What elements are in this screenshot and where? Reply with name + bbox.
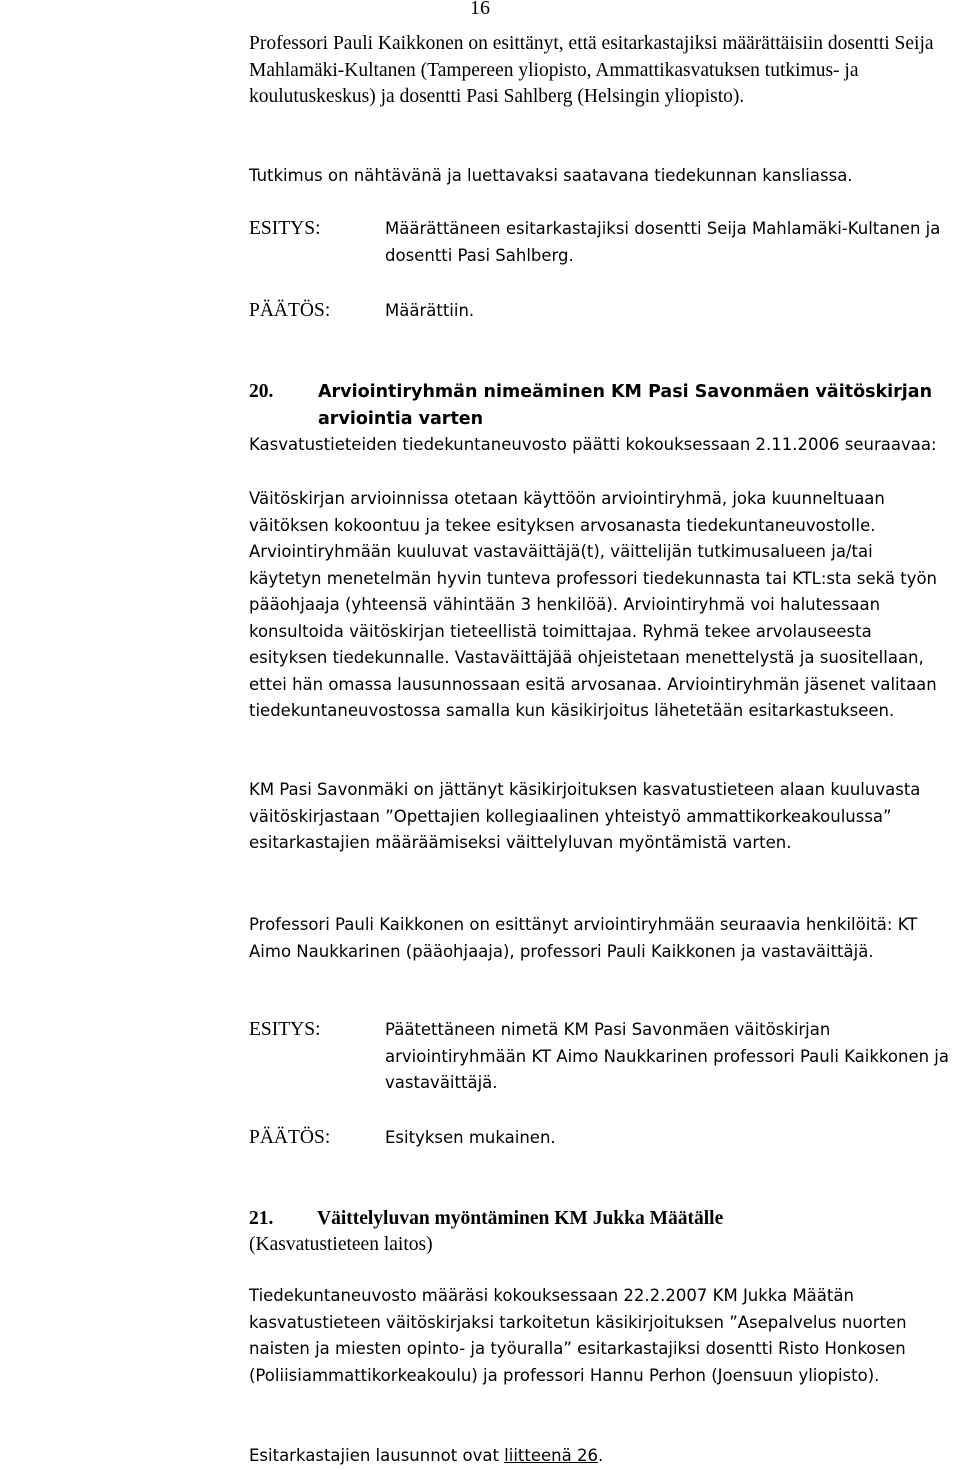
- esitys-text: Määrättäneen esitarkastajiksi dosentti Seija Mahlamäki-Kultanen ja dosentti Pasi Sahlberg.: [385, 219, 941, 265]
- paatos-text: Määrättiin.: [385, 301, 475, 320]
- section-title: Väittelyluvan myöntäminen KM Jukka Määtälle: [317, 1208, 724, 1229]
- paatos-label: PÄÄTÖS:: [249, 300, 331, 321]
- paragraph-tutkimus-nahtavana: Tutkimus on nähtävänä ja luettavaksi saatavana tiedekunnan kansliassa.: [249, 166, 853, 185]
- page-number: 16: [470, 0, 490, 19]
- section-title: Arviointiryhmän nimeäminen KM Pasi Savonmäen väitöskirjan arviointia varten: [318, 382, 933, 429]
- esitys-label: ESITYS:: [249, 218, 321, 239]
- liite-link[interactable]: liitteenä 26: [504, 1446, 598, 1465]
- paragraph-maata-esitarkastajat: Tiedekuntaneuvosto määräsi kokouksessaan 22.2.2007 KM Jukka Määtän kasvatustieteen väitöskirjaksi tarkoitetun käsikirjoituksen ”Asepalvelus nuorten naisten ja miesten opinto- ja työuralla” esitarkastajiksi dosentti Risto Honkosen (Poliisiammattikorkeakoulu) ja professori Hannu Perhon (Joensuun yliopisto).: [249, 1286, 907, 1385]
- lausunnot-suffix: .: [597, 1446, 604, 1465]
- paragraph-esitarkastajat: Professori Pauli Kaikkonen on esittänyt, että esitarkastajiksi määrättäisiin dosentti Seija Mahlamäki-Kultanen (Tampereen yliopisto, Ammattikasvatuksen tutkimus- ja koulutuskeskus) ja dosentti Pasi Sahlberg (Helsingin yliopisto).: [249, 33, 934, 107]
- section-subtitle: (Kasvatustieteen laitos): [249, 1234, 433, 1255]
- paatos-label: PÄÄTÖS:: [249, 1127, 331, 1148]
- paragraph-savonmaki: KM Pasi Savonmäki on jättänyt käsikirjoituksen kasvatustieteen alaan kuuluvasta väitöskirjastaan ”Opettajien kollegiaalinen yhteistyö ammattikorkeakoulussa” esitarkastajien määräämiseksi väittelyluvan myöntämistä varten.: [249, 780, 921, 852]
- lausunnot-text: Esitarkastajien lausunnot ovat: [249, 1446, 505, 1465]
- esitys-text: Päätettäneen nimetä KM Pasi Savonmäen väitöskirjan arviointiryhmään KT Aimo Naukkarinen professori Pauli Kaikkonen ja vastaväittäjä.: [385, 1020, 949, 1092]
- esitys-label: ESITYS:: [249, 1019, 321, 1040]
- paragraph-kaikkonen-esittanyt: Professori Pauli Kaikkonen on esittänyt arviointiryhmään seuraavia henkilöitä: KT Aimo Naukkarinen (pääohjaaja), professori Pauli Kaikkonen ja vastaväittäjä.: [249, 915, 918, 961]
- paragraph-arviointiryhma: Väitöskirjan arvioinnissa otetaan käyttöön arviointiryhmä, joka kuunneltuaan väitöksen kokoontuu ja tekee esityksen arvosanasta tiedekuntaneuvostolle. Arviointiryhmään kuuluvat vastaväittäjä(t), väittelijän tutkimusalueen ja/tai käytetyn menetelmän hyvin tunteva professori tiedekunnasta tai KTL:sta sekä työn pääohjaaja (yhteensä vähintään 3 henkilöä). Arviointiryhmä voi halutessaan konsultoida väitöskirjan tieteellistä toimittajaa. Ryhmä tekee arvolauseesta esityksen tiedekunnalle. Vastaväittäjää ohjeistetaan menettelystä ja suositellaan, ettei hän omassa lausunnossaan esitä arvosanaa. Arviointiryhmän jäsenet valitaan tiedekuntaneuvostossa samalla kun käsikirjoitus lähetetään esitarkastukseen.: [249, 489, 938, 720]
- paragraph-tiedekuntaneuvosto-paatti: Kasvatustieteiden tiedekuntaneuvosto päätti kokouksessaan 2.11.2006 seuraavaa:: [249, 435, 937, 454]
- section-number: 20.: [249, 381, 274, 402]
- paatos-text: Esityksen mukainen.: [385, 1128, 556, 1147]
- paragraph-lausunnot: [249, 1443, 949, 1470]
- section-number: 21.: [249, 1208, 274, 1229]
